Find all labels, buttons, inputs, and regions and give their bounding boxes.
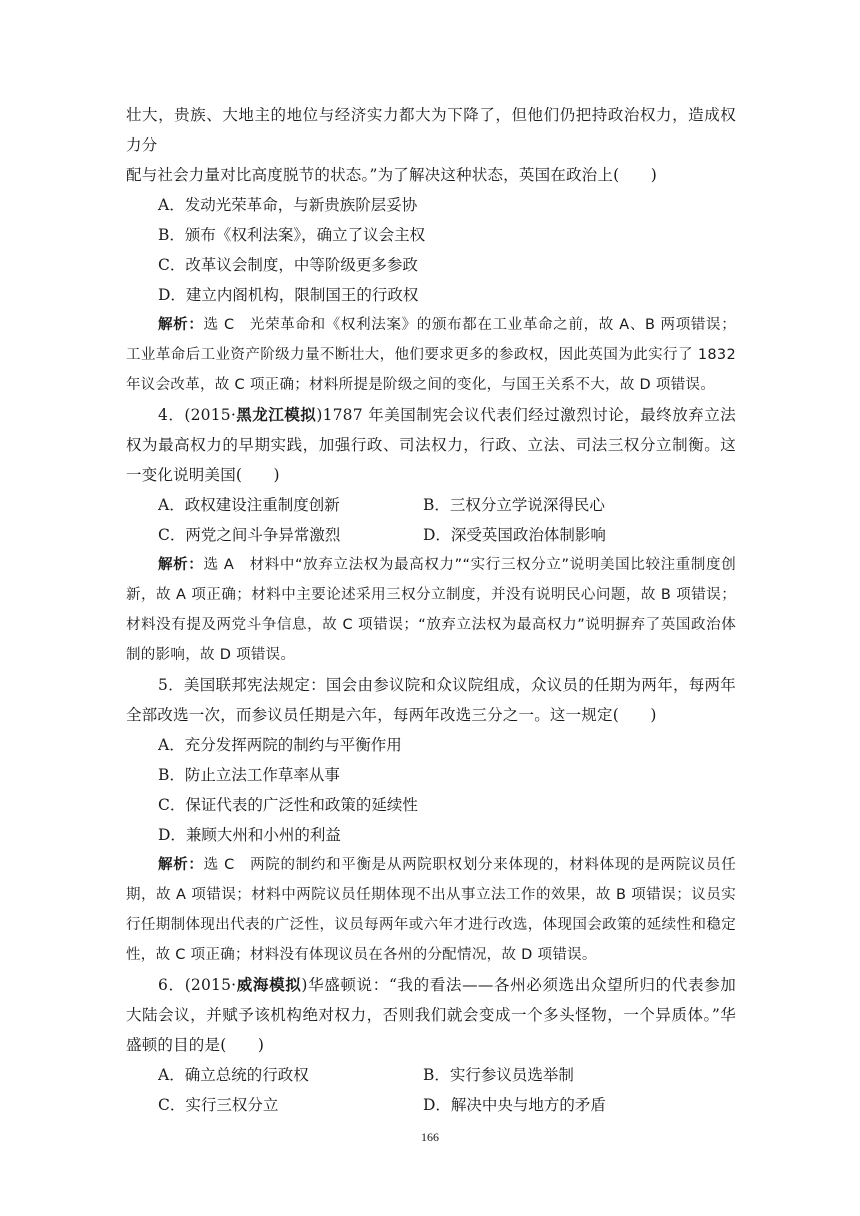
q3-stem-line2: 配与社会力量对比高度脱节的状态。”为了解决这种状态，英国在政治上( ) xyxy=(126,166,657,184)
q4-options-row-1 xyxy=(126,490,736,520)
q6-number: 6． xyxy=(158,976,185,994)
q6-source-suffix: ) xyxy=(301,976,308,994)
q4-stem-text: 1787 年美国制宪会议代表们经过激烈讨论，最终放弃立法权为最高权力的早期实践，加强行政、司法权力，行政、立法、司法三权分立制衡。这一变化说明美国( ) xyxy=(126,406,736,484)
q5-option-b: B．防止立法工作草率从事 xyxy=(158,766,340,784)
q3-analysis xyxy=(126,310,736,400)
q6-option-d: D．解决中央与地方的矛盾 xyxy=(423,1096,606,1114)
q4-option-c: C．两党之间斗争异常激烈 xyxy=(158,526,341,544)
page-number: 166 xyxy=(421,1130,439,1144)
q3-option-d: D．建立内阁机构，限制国王的行政权 xyxy=(158,286,419,304)
q5-stem: 5．美国联邦宪法规定：国会由参议院和众议院组成，众议员的任期为两年，每两年全部改选一次，而参议员任期是六年，每两年改选三分之一。这一规定( ) xyxy=(126,676,736,724)
q4-option-a: A．政权建设注重制度创新 xyxy=(158,496,340,514)
q6-stem-text: 华盛顿说：“我的看法——各州必须选出众望所归的代表参加大陆会议，并赋予该机构绝对权力，否则我们就会变成一个多头怪物，一个异质体。”华盛顿的目的是( ) xyxy=(126,976,736,1054)
q4-source-bold: 黑龙江模拟 xyxy=(236,405,317,424)
q6-options-row-1 xyxy=(126,1060,736,1090)
q3-option-c: C．改革议会制度，中等阶级更多参政 xyxy=(158,256,418,274)
q3-stem-line1: 壮大，贵族、大地主的地位与经济实力都大为下降了，但他们仍把持政治权力，造成权力分 xyxy=(126,106,736,154)
q5-analysis-text: 选 C 两院的制约和平衡是从两院职权划分来体现的，材料体现的是两院议员任期，故 A 项错误；材料中两院议员任期体现不出从事立法工作的效果，故 B 项错误；议员实行任期制体现出代表的广泛性，议员每两年或六年才进行改选，体现国会政策的延续性和稳定性，故 C 项正确；材料没有体现议员在各州的分配情况，故 D 项错误。 xyxy=(126,857,736,963)
q5-option-a: A．充分发挥两院的制约与平衡作用 xyxy=(158,736,402,754)
page-content xyxy=(126,100,736,1120)
q4-option-d: D．深受英国政治体制影响 xyxy=(423,526,606,544)
q3-option-b: B．颁布《权利法案》，确立了议会主权 xyxy=(158,226,426,244)
q6-option-b: B．实行参议员选举制 xyxy=(423,1066,574,1084)
q6-option-c: C．实行三权分立 xyxy=(158,1096,279,1114)
q4-source-prefix: (2015· xyxy=(184,406,236,424)
q4-analysis-label: 解析： xyxy=(158,557,204,573)
q4-source-suffix: ) xyxy=(316,406,323,424)
q6-options-row-2 xyxy=(126,1090,736,1120)
q4-analysis xyxy=(126,550,736,670)
q6-option-a: A．确立总统的行政权 xyxy=(158,1066,309,1084)
q6-source-bold: 威海模拟 xyxy=(236,975,302,994)
q5-option-c: C．保证代表的广泛性和政策的延续性 xyxy=(158,796,418,814)
q4-options-row-2 xyxy=(126,520,736,550)
q5-option-d: D．兼顾大州和小州的利益 xyxy=(158,826,341,844)
q4-option-b: B．三权分立学说深得民心 xyxy=(423,496,605,514)
q4-stem xyxy=(126,400,736,490)
q5-analysis-label: 解析： xyxy=(158,857,204,873)
q3-analysis-text: 选 C 光荣革命和《权利法案》的颁布都在工业革命之前，故 A、B 两项错误；工业革命后工业资产阶级力量不断壮大，他们要求更多的参政权，因此英国为此实行了 1832 年议会改革，故 C 项正确；材料所提是阶级之间的变化，与国王关系不大，故 D 项错误。 xyxy=(126,317,737,393)
q3-analysis-label: 解析： xyxy=(158,317,204,333)
q4-analysis-text: 选 A 材料中“放弃立法权为最高权力”“实行三权分立”说明美国比较注重制度创新，故 A 项正确；材料中主要论述采用三权分立制度，并没有说明民心问题，故 B 项错误；材料没有提及两党斗争信息，故 C 项错误；“放弃立法权为最高权力”说明摒弃了英国政治体制的影响，故 D 项错误。 xyxy=(126,557,736,663)
q4-number: 4． xyxy=(158,406,185,424)
q6-stem xyxy=(126,970,736,1060)
q5-analysis xyxy=(126,850,736,970)
q6-source-prefix: (2015· xyxy=(184,976,237,994)
q3-stem xyxy=(126,100,736,190)
q3-option-a: A．发动光荣革命，与新贵族阶层妥协 xyxy=(158,196,418,214)
